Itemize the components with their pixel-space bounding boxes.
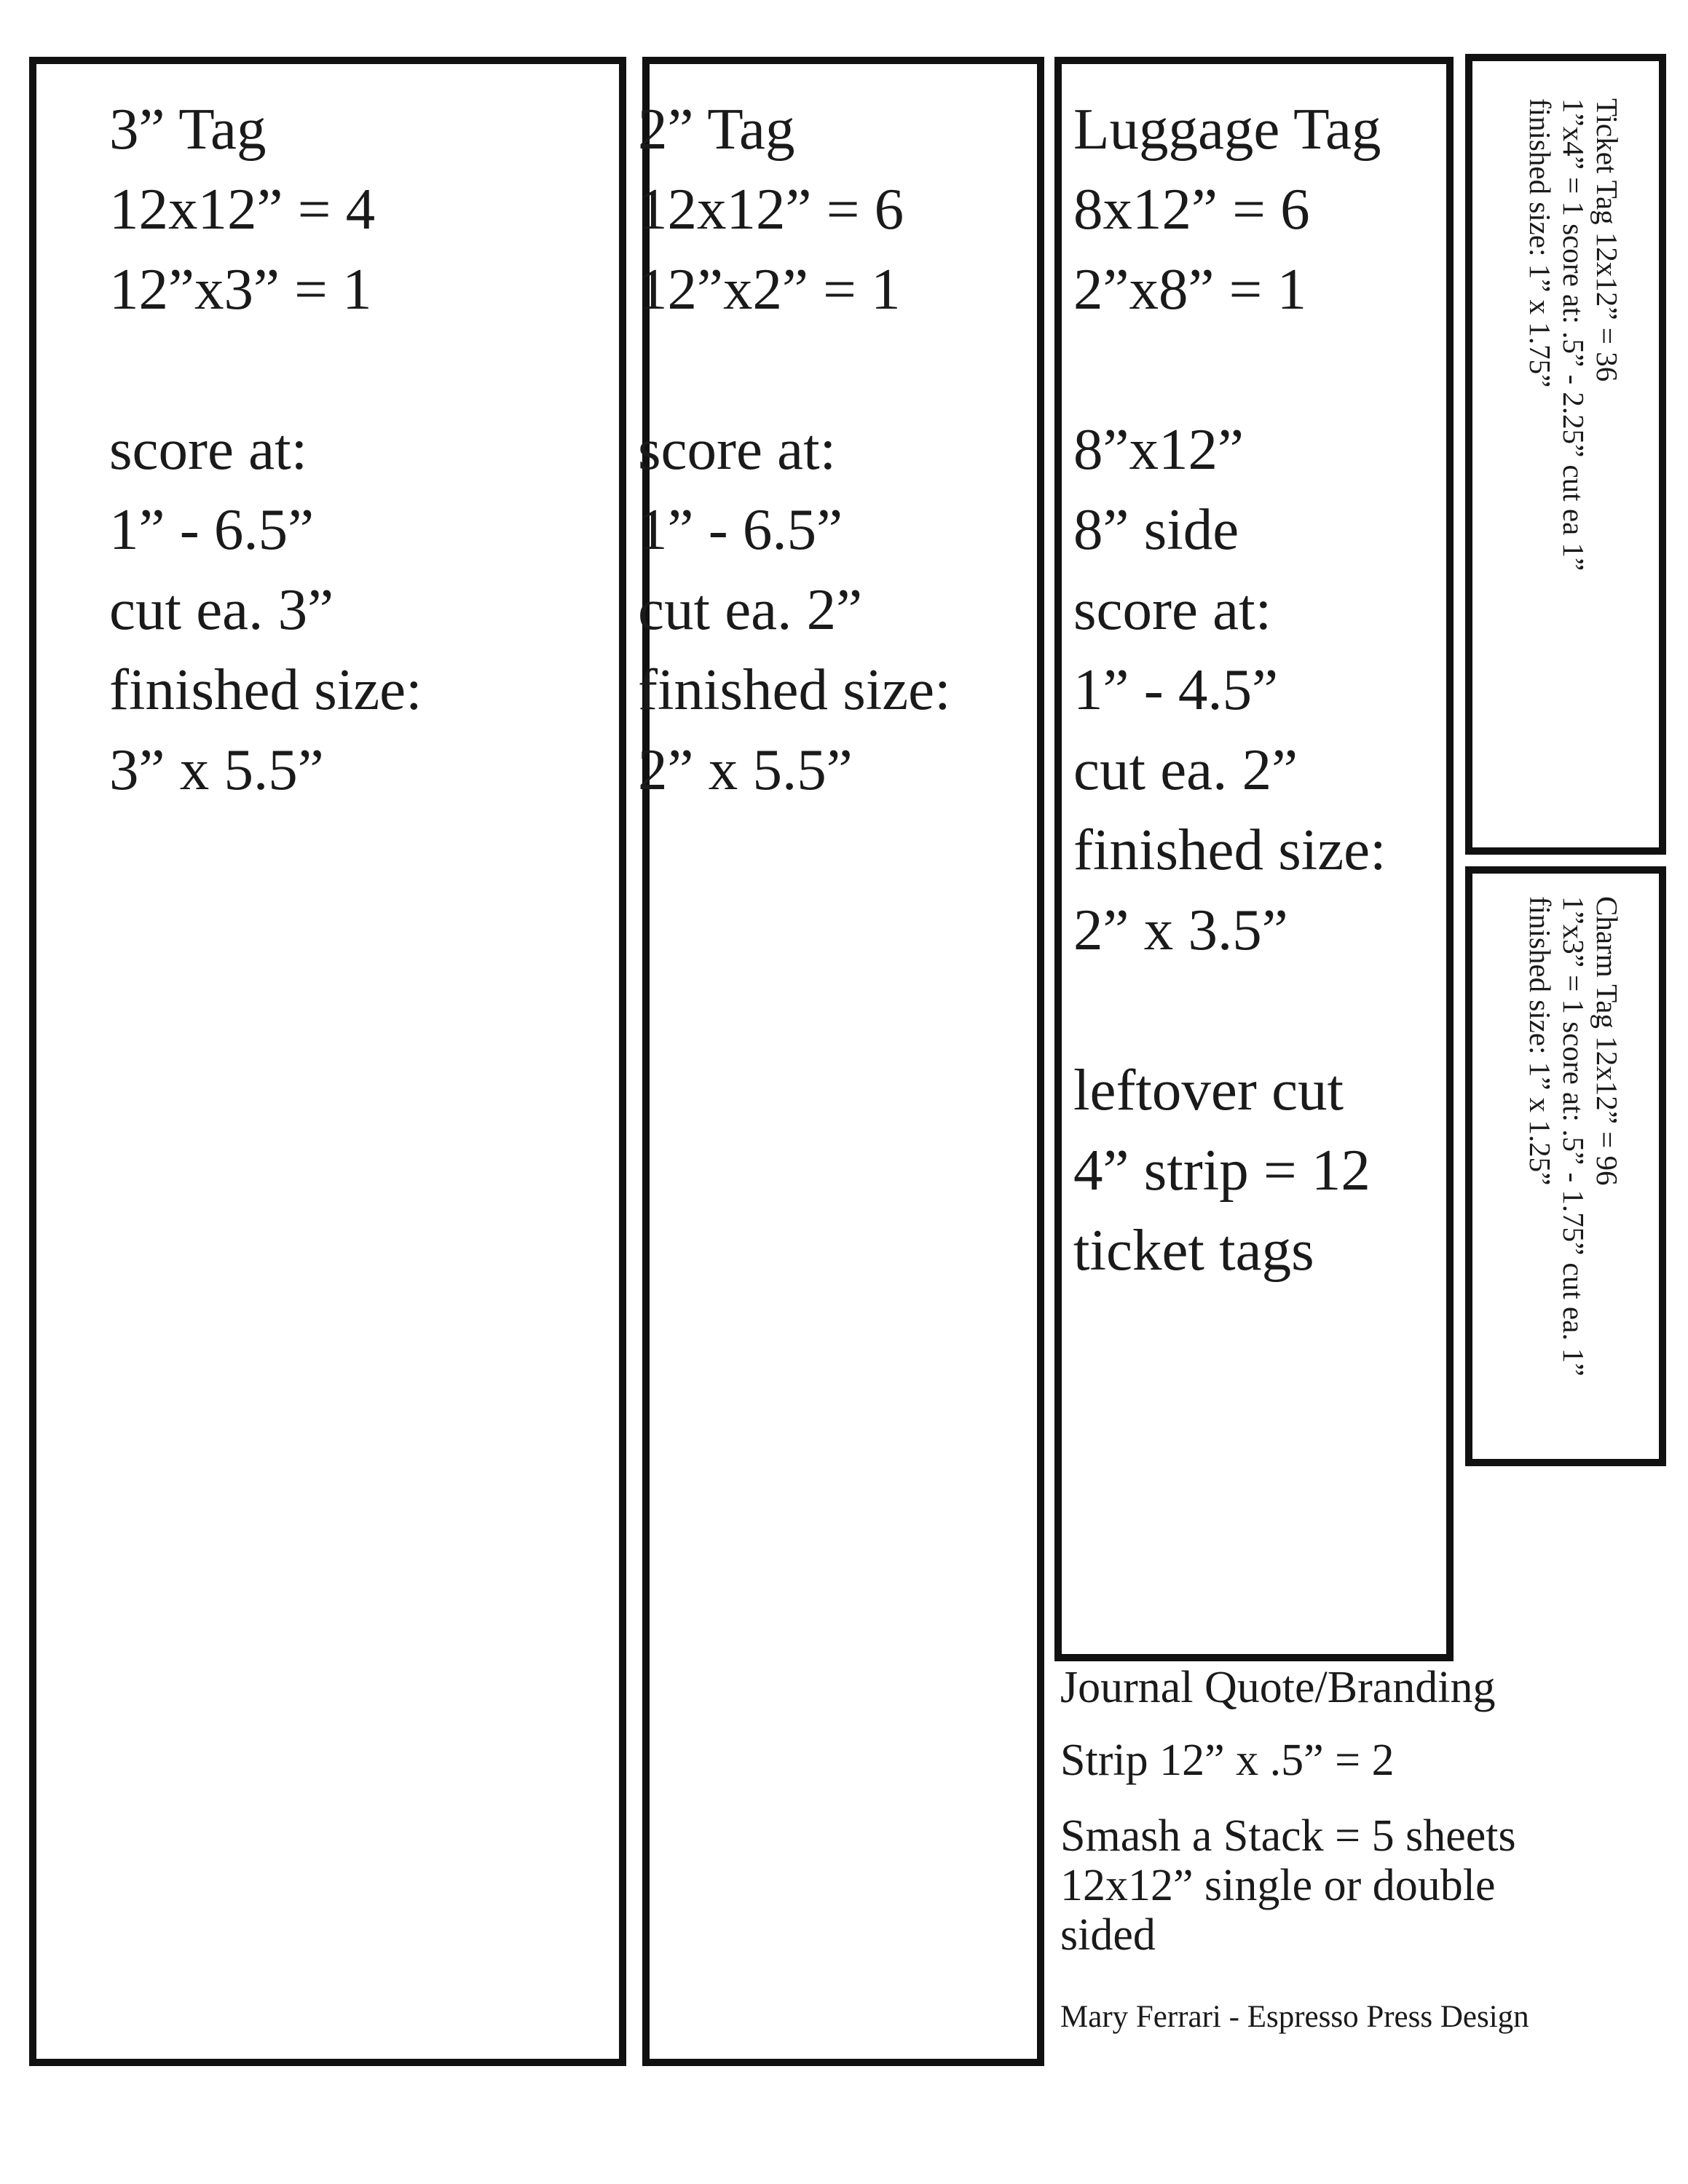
luggage-tag-strip-yield: 2”x8” = 1: [1073, 256, 1307, 322]
two-inch-tag-finished-label: finished size:: [638, 657, 951, 722]
ticket-tag-title: Ticket Tag 12x12” = 36: [1590, 98, 1624, 382]
luggage-tag-leftover-line2: 4” strip = 12: [1073, 1137, 1370, 1203]
designer-credit: Mary Ferrari - Espresso Press Design: [1060, 2000, 1529, 2034]
three-inch-tag-score: 1” - 6.5”: [109, 496, 315, 562]
ticket-tag-finished-size: finished size: 1” x 1.75”: [1523, 98, 1557, 388]
two-inch-tag-score: 1” - 6.5”: [638, 496, 843, 562]
two-inch-tag-cut: cut ea. 2”: [638, 577, 863, 642]
luggage-tag-sheet: 8”x12”: [1073, 416, 1244, 482]
journal-quote-heading: Journal Quote/Branding: [1060, 1663, 1496, 1712]
smash-line-2: 12x12” single or double: [1060, 1861, 1496, 1910]
charm-tag-instructions: [1523, 896, 1624, 1376]
luggage-tag-title: Luggage Tag: [1073, 96, 1381, 162]
three-inch-tag-sheet-yield: 12x12” = 4: [109, 176, 376, 242]
three-inch-tag-cut: cut ea. 3”: [109, 577, 334, 642]
charm-tag-finished-size: finished size: 1” x 1.25”: [1523, 896, 1557, 1186]
charm-tag-title: Charm Tag 12x12” = 96: [1590, 896, 1624, 1186]
three-inch-tag-score-label: score at:: [109, 416, 308, 482]
luggage-tag-cut: cut ea. 2”: [1073, 737, 1298, 802]
luggage-tag-score-label: score at:: [1073, 577, 1272, 642]
luggage-tag-finished-label: finished size:: [1073, 817, 1387, 882]
three-inch-tag-instructions: [109, 89, 422, 810]
two-inch-tag-finished-size: 2” x 5.5”: [638, 737, 853, 802]
two-inch-tag-score-label: score at:: [638, 416, 837, 482]
two-inch-tag-strip-yield: 12”x2” = 1: [638, 256, 901, 322]
luggage-tag-sheet-yield: 8x12” = 6: [1073, 176, 1310, 242]
luggage-tag-leftover-line3: ticket tags: [1073, 1217, 1314, 1283]
ticket-tag-score-cut: 1”x4” = 1 score at: .5” - 2.25” cut ea 1”: [1557, 98, 1590, 571]
two-inch-tag-sheet-yield: 12x12” = 6: [638, 176, 904, 242]
luggage-tag-side: 8” side: [1073, 496, 1239, 562]
luggage-tag-score: 1” - 4.5”: [1073, 657, 1279, 722]
smash-a-stack-note: [1060, 1811, 1516, 1960]
three-inch-tag-title: 3” Tag: [109, 96, 267, 162]
charm-tag-score-cut: 1”x3” = 1 score at: .5” - 1.75” cut ea. 1”: [1557, 896, 1590, 1377]
two-inch-tag-title: 2” Tag: [638, 96, 795, 162]
smash-line-3: sided: [1060, 1910, 1156, 1960]
luggage-tag-finished-size: 2” x 3.5”: [1073, 897, 1288, 962]
luggage-tag-leftover-line1: leftover cut: [1073, 1057, 1344, 1123]
strip-yield: Strip 12” x .5” = 2: [1060, 1736, 1395, 1785]
two-inch-tag-instructions: [638, 89, 951, 810]
smash-line-1: Smash a Stack = 5 sheets: [1060, 1811, 1516, 1861]
three-inch-tag-strip-yield: 12”x3” = 1: [109, 256, 372, 322]
luggage-tag-instructions: [1073, 89, 1387, 1290]
three-inch-tag-finished-size: 3” x 5.5”: [109, 737, 324, 802]
ticket-tag-instructions: [1523, 98, 1624, 571]
three-inch-tag-finished-label: finished size:: [109, 657, 422, 722]
